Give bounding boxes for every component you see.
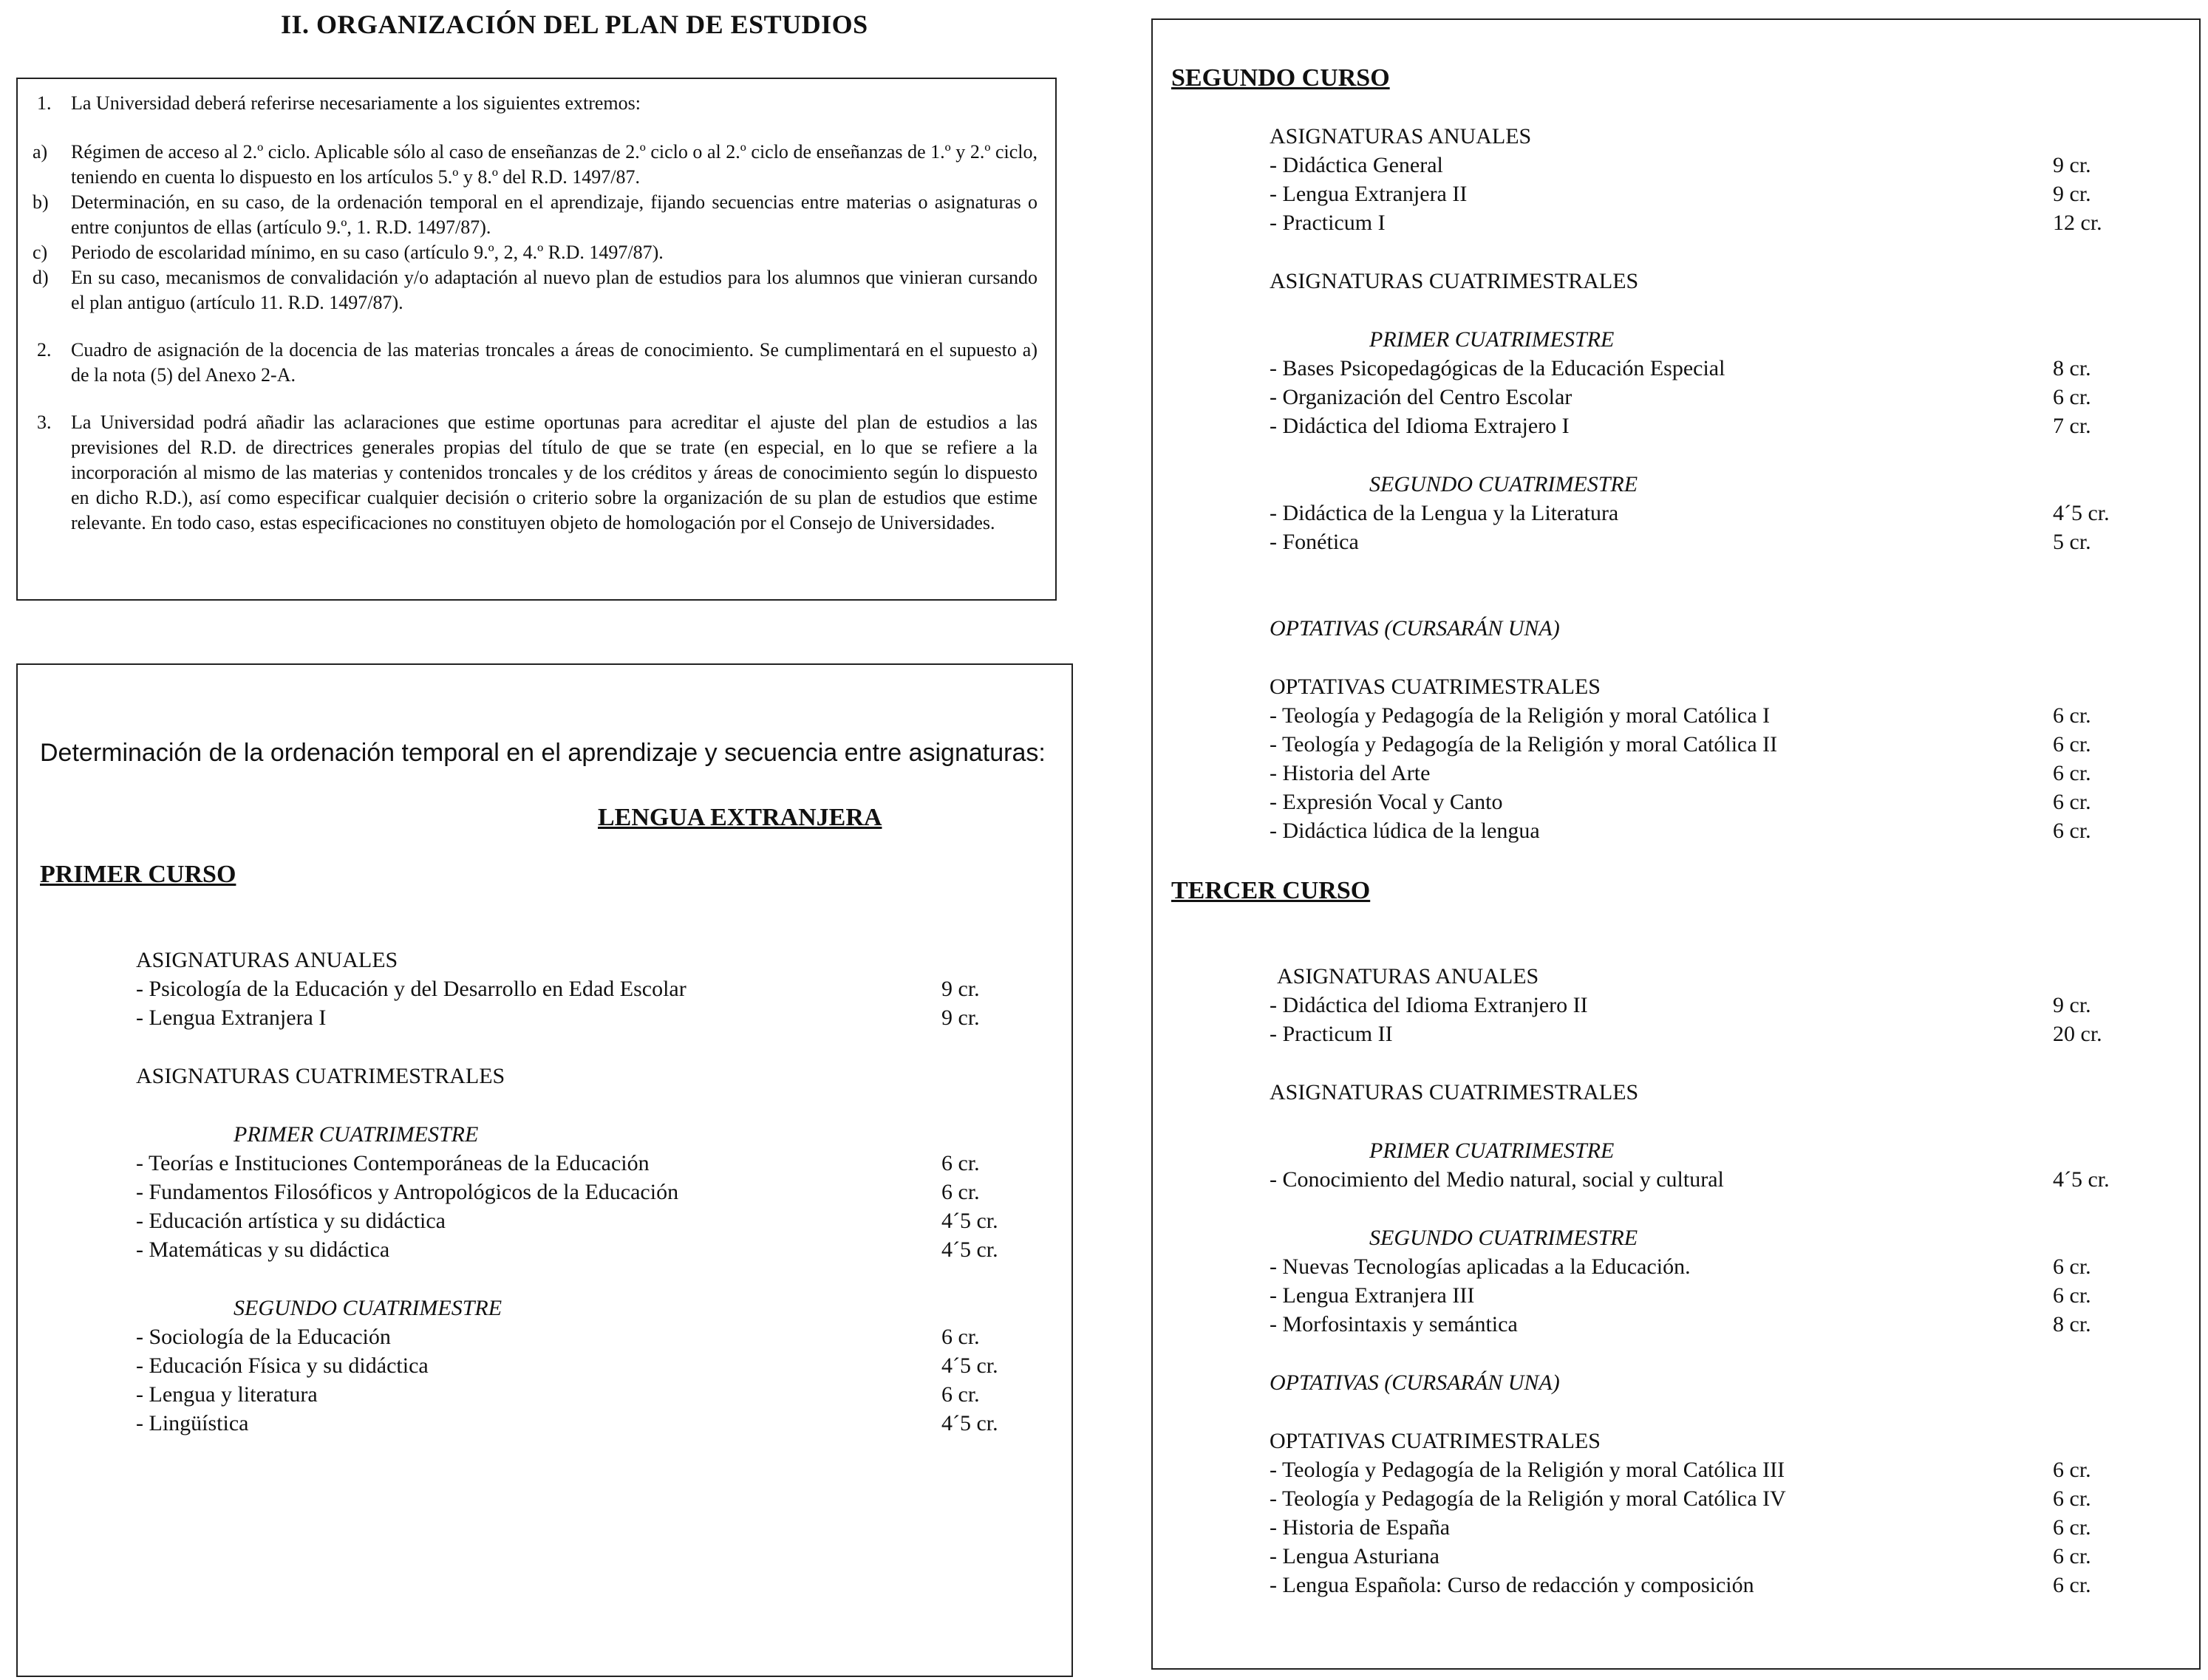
subject-row (136, 974, 1023, 1003)
subject-name: - Teología y Pedagogía de la Religión y moral Católica III (1270, 1458, 1785, 1482)
subject-name: - Educación artística y su didáctica (136, 1209, 446, 1233)
subject-row (1270, 1020, 2178, 1048)
subitem-text: Periodo de escolaridad mínimo, en su caso (artículo 9.º, 2, 4.º R.D. 1497/87). (71, 242, 664, 263)
subject-credits: 6 cr. (2053, 1458, 2091, 1482)
subject-name: - Practicum II (1270, 1022, 1393, 1046)
segundo-cuatrimestre-label: SEGUNDO CUATRIMESTRE (1369, 472, 1638, 496)
subject-credits: 4´5 cr. (941, 1237, 998, 1262)
anuales-label: ASIGNATURAS ANUALES (1270, 124, 1532, 148)
subject-name: - Bases Psicopedagógicas de la Educación Especial (1270, 356, 1725, 380)
subject-name: - Fundamentos Filosóficos y Antropológicos de la Educación (136, 1180, 679, 1204)
subject-credits: 9 cr. (2053, 993, 2091, 1017)
subject-row (1270, 1281, 2178, 1310)
subject-row (1270, 788, 2178, 816)
subject-credits: 4´5 cr. (941, 1353, 998, 1378)
ordenacion-box (16, 663, 1073, 1677)
subject-name: - Lengua Extranjera II (1270, 182, 1468, 206)
note-text: La Universidad podrá añadir las aclaraciones que estime oportunas para acreditar el ajuste del plan de estudios a las previsiones del R.D. de directrices generales propias del título de que se trate (en especial, en lo que se refiere a la incorporación al mismo de las materias y contenidos troncales y de los créditos y áreas de conocimiento según lo dispuesto en dicho R.D.), así como especificar cualquier decisión o criterio sobre la organización de su plan de estudios que estime relevante. En todo caso, estas especificaciones no constituyen objeto de homologación por el Consejo de Universidades. (71, 412, 1037, 533)
subitem-letter: a) (33, 141, 48, 163)
note-subitem-a (33, 140, 1037, 190)
subject-name: - Lingüística (136, 1411, 249, 1435)
cuatrimestrales-label: ASIGNATURAS CUATRIMESTRALES (1270, 269, 1639, 293)
subject-name: - Historia del Arte (1270, 761, 1431, 785)
primer-cuatrimestre-label: PRIMER CUATRIMESTRE (1369, 1138, 1615, 1163)
subject-credits: 6 cr. (941, 1151, 980, 1175)
subject-row (1270, 527, 2178, 556)
note-text: La Universidad deberá referirse necesariamente a los siguientes extremos: (71, 92, 641, 114)
note-item-1 (33, 91, 1037, 116)
subject-row (1270, 759, 2178, 788)
subject-row (136, 1351, 1023, 1380)
primer-cuatrimestre-label: PRIMER CUATRIMESTRE (1369, 327, 1615, 352)
segundo-cuatrimestre-label: SEGUNDO CUATRIMESTRE (234, 1296, 502, 1320)
optativas-cuatrimestrales-label: OPTATIVAS CUATRIMESTRALES (1270, 675, 1601, 699)
subject-credits: 4´5 cr. (2053, 1167, 2110, 1192)
subject-name: - Lengua Extranjera III (1270, 1283, 1475, 1308)
note-subitem-b (33, 190, 1037, 240)
segundo-curso-list (1270, 122, 2178, 845)
subject-row (136, 1149, 1023, 1178)
subitem-letter: d) (33, 267, 49, 288)
subject-credits: 6 cr. (2053, 819, 2091, 843)
subject-credits: 6 cr. (2053, 761, 2091, 785)
subject-name: - Historia de España (1270, 1515, 1451, 1540)
subject-name: - Practicum I (1270, 211, 1386, 235)
cuatrimestrales-label: ASIGNATURAS CUATRIMESTRALES (1270, 1080, 1639, 1104)
subject-credits: 4´5 cr. (2053, 501, 2110, 525)
subject-row (1270, 701, 2178, 730)
subject-name: - Fonética (1270, 530, 1359, 554)
anuales-label: ASIGNATURAS ANUALES (1277, 964, 1539, 988)
subject-credits: 6 cr. (2053, 1254, 2091, 1279)
instructions-box (16, 78, 1057, 601)
subitem-letter: c) (33, 242, 48, 263)
note-number: 3. (37, 412, 52, 433)
subject-name: - Teología y Pedagogía de la Religión y moral Católica II (1270, 732, 1778, 757)
note-number: 1. (37, 92, 52, 114)
subject-row (1270, 180, 2178, 208)
subject-row (1270, 1571, 2178, 1599)
subject-credits: 6 cr. (2053, 1283, 2091, 1308)
subject-credits: 6 cr. (2053, 790, 2091, 814)
subject-name: - Didáctica de la Lengua y la Literatura (1270, 501, 1619, 525)
subject-name: - Psicología de la Educación y del Desarrollo en Edad Escolar (136, 977, 686, 1001)
subject-row (136, 1322, 1023, 1351)
subject-credits: 9 cr. (941, 1005, 980, 1030)
subject-row (1270, 991, 2178, 1020)
subject-row (1270, 499, 2178, 527)
note-text: Cuadro de asignación de la docencia de las materias troncales a áreas de conocimiento. Se cumplimentará en el supuesto a) de la nota (5) del Anexo 2-A. (71, 339, 1037, 386)
subject-credits: 6 cr. (941, 1180, 980, 1204)
primer-cuatrimestre-label: PRIMER CUATRIMESTRE (234, 1122, 479, 1147)
subject-row (1270, 354, 2178, 383)
subject-row (136, 1206, 1023, 1235)
subject-name: - Didáctica del Idioma Extranjero II (1270, 993, 1588, 1017)
optativas-label: OPTATIVAS (CURSARÁN UNA) (1270, 616, 1560, 641)
subject-name: - Morfosintaxis y semántica (1270, 1312, 1518, 1336)
subject-credits: 8 cr. (2053, 1312, 2091, 1336)
primer-curso-heading: PRIMER CURSO (40, 861, 236, 888)
subject-name: - Teología y Pedagogía de la Religión y moral Católica IV (1270, 1486, 1786, 1511)
note-subitem-d (33, 265, 1037, 315)
tercer-curso-heading: TERCER CURSO (1171, 877, 1371, 904)
subject-row (136, 1178, 1023, 1206)
subject-credits: 4´5 cr. (941, 1209, 998, 1233)
cursos-box (1151, 18, 2201, 1670)
subject-name: - Lengua Española: Curso de redacción y composición (1270, 1573, 1754, 1597)
subject-row (1270, 151, 2178, 180)
subject-name: - Didáctica del Idioma Extrajero I (1270, 414, 1570, 438)
especialidad-heading: LENGUA EXTRANJERA (598, 804, 882, 831)
subject-credits: 6 cr. (2053, 1544, 2091, 1568)
subject-name: - Sociología de la Educación (136, 1325, 391, 1349)
note-number: 2. (37, 339, 52, 361)
subject-name: - Lengua Asturiana (1270, 1544, 1439, 1568)
subject-credits: 6 cr. (2053, 385, 2091, 409)
subject-row (1270, 208, 2178, 237)
subject-credits: 9 cr. (2053, 153, 2091, 177)
subject-row (136, 1235, 1023, 1264)
subject-row (1270, 1165, 2178, 1194)
subject-credits: 6 cr. (2053, 1515, 2091, 1540)
subject-row (1270, 383, 2178, 412)
subject-row (1270, 1513, 2178, 1542)
subject-row (1270, 730, 2178, 759)
subject-row (1270, 1252, 2178, 1281)
subitem-text: Régimen de acceso al 2.º ciclo. Aplicable sólo al caso de enseñanzas de 2.º ciclo o al 2.º ciclo de enseñanzas de 1.º y 2.º ciclo, teniendo en cuenta lo dispuesto en los artículos 5.º y 8.º del R.D. 1497/87. (71, 141, 1037, 188)
subject-name: - Didáctica General (1270, 153, 1443, 177)
subject-row (1270, 1542, 2178, 1571)
subject-name: - Nuevas Tecnologías aplicadas a la Educación. (1270, 1254, 1691, 1279)
page-title: II. ORGANIZACIÓN DEL PLAN DE ESTUDIOS (281, 10, 868, 39)
subject-name: - Matemáticas y su didáctica (136, 1237, 390, 1262)
subject-row (1270, 1310, 2178, 1339)
subject-name: - Didáctica lúdica de la lengua (1270, 819, 1540, 843)
subject-credits: 6 cr. (941, 1325, 980, 1349)
subitem-letter: b) (33, 191, 49, 213)
subject-row (1270, 1484, 2178, 1513)
subject-row (1270, 816, 2178, 845)
subject-name: - Expresión Vocal y Canto (1270, 790, 1503, 814)
segundo-curso-heading: SEGUNDO CURSO (1171, 64, 1390, 92)
note-item-3 (33, 410, 1037, 536)
subject-credits: 5 cr. (2053, 530, 2091, 554)
cuatrimestrales-label: ASIGNATURAS CUATRIMESTRALES (136, 1064, 505, 1088)
subject-credits: 6 cr. (2053, 1486, 2091, 1511)
subject-credits: 7 cr. (2053, 414, 2091, 438)
subject-credits: 20 cr. (2053, 1022, 2102, 1046)
subject-row (1270, 412, 2178, 440)
anuales-label: ASIGNATURAS ANUALES (136, 948, 398, 972)
subject-row (136, 1003, 1023, 1032)
ordenacion-intro: Determinación de la ordenación temporal en el aprendizaje y secuencia entre asignaturas: (40, 739, 1046, 767)
subject-credits: 8 cr. (2053, 356, 2091, 380)
subject-row (1270, 1455, 2178, 1484)
subitem-text: Determinación, en su caso, de la ordenación temporal en el aprendizaje, fijando secuencias entre materias o asignaturas o entre conjuntos de ellas (artículo 9.º, 1. R.D. 1497/87). (71, 191, 1037, 238)
subject-name: - Educación Física y su didáctica (136, 1353, 429, 1378)
subject-credits: 4´5 cr. (941, 1411, 998, 1435)
subject-name: - Lengua y literatura (136, 1382, 318, 1407)
subject-name: - Teología y Pedagogía de la Religión y moral Católica I (1270, 703, 1771, 728)
optativas-cuatrimestrales-label: OPTATIVAS CUATRIMESTRALES (1270, 1429, 1601, 1453)
optativas-label: OPTATIVAS (CURSARÁN UNA) (1270, 1370, 1560, 1395)
tercer-curso-list (1270, 962, 2178, 1599)
subject-name: - Organización del Centro Escolar (1270, 385, 1572, 409)
subject-row (136, 1380, 1023, 1409)
subject-credits: 9 cr. (941, 977, 980, 1001)
subject-credits: 6 cr. (2053, 1573, 2091, 1597)
subject-row (136, 1409, 1023, 1438)
note-subitems (33, 140, 1037, 315)
subject-credits: 6 cr. (2053, 703, 2091, 728)
subject-credits: 12 cr. (2053, 211, 2102, 235)
subject-name: - Conocimiento del Medio natural, social y cultural (1270, 1167, 1724, 1192)
subject-name: - Lengua Extranjera I (136, 1005, 327, 1030)
subject-credits: 6 cr. (2053, 732, 2091, 757)
segundo-cuatrimestre-label: SEGUNDO CUATRIMESTRE (1369, 1226, 1638, 1250)
note-item-2 (33, 338, 1037, 388)
primer-curso-list (136, 946, 1023, 1438)
subject-credits: 6 cr. (941, 1382, 980, 1407)
note-subitem-c (33, 240, 1037, 265)
subitem-text: En su caso, mecanismos de convalidación y/o adaptación al nuevo plan de estudios para los alumnos que vinieran cursando el plan antiguo (artículo 11. R.D. 1497/87). (71, 267, 1037, 313)
subject-credits: 9 cr. (2053, 182, 2091, 206)
subject-name: - Teorías e Instituciones Contemporáneas de la Educación (136, 1151, 650, 1175)
